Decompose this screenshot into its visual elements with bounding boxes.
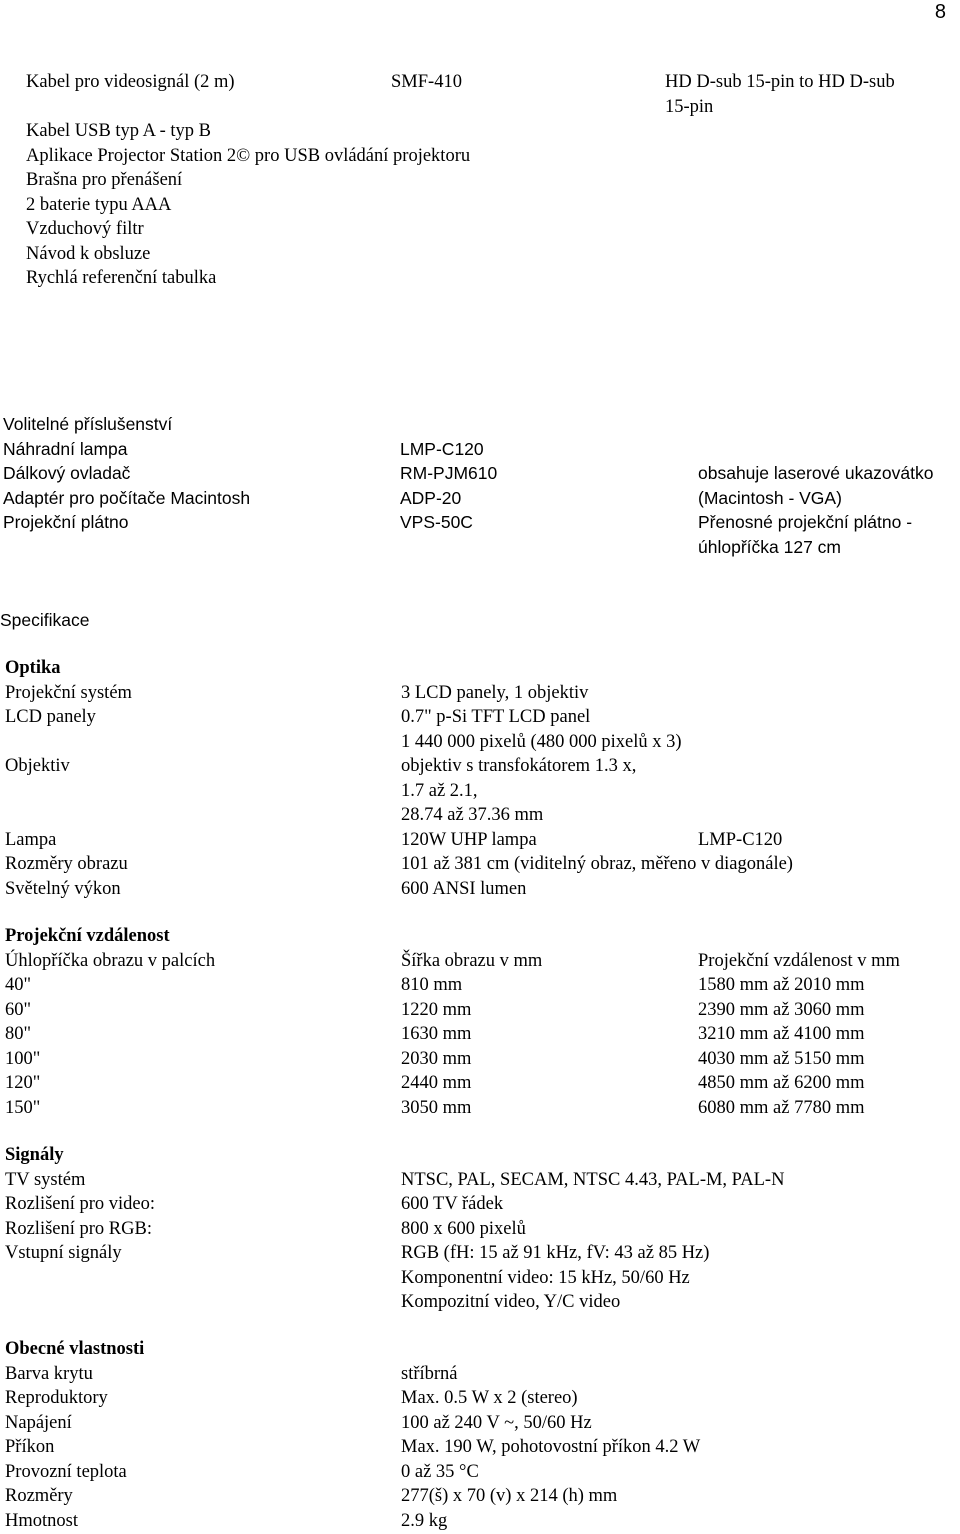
- accessory-note: (Macintosh - VGA): [698, 487, 842, 508]
- optics-section: [5, 656, 955, 901]
- general-value: Max. 0.5 W x 2 (stereo): [401, 1388, 578, 1408]
- general-row: [5, 1362, 955, 1387]
- signals-row: [5, 1266, 955, 1291]
- distance-range: 2390 mm až 3060 mm: [698, 999, 865, 1020]
- accessories-table: [3, 437, 958, 560]
- optics-value: 600 ANSI lumen: [401, 878, 527, 899]
- general-title: Obecné vlastnosti: [5, 1339, 145, 1359]
- distance-title: Projekční vzdálenost: [5, 926, 170, 946]
- signals-label: TV systém: [5, 1169, 86, 1190]
- distance-width: 1220 mm: [401, 999, 472, 1020]
- general-value: 277(š) x 70 (v) x 214 (h) mm: [401, 1486, 618, 1506]
- distance-range: 4030 mm až 5150 mm: [698, 1048, 865, 1069]
- distance-range: 1580 mm až 2010 mm: [698, 975, 865, 995]
- distance-section: [5, 924, 955, 1120]
- optics-label: Objektiv: [5, 756, 70, 776]
- signals-row: [5, 1290, 955, 1315]
- distance-row: [5, 998, 955, 1023]
- accessory-note: Přenosné projekční plátno -: [698, 512, 913, 532]
- distance-width: 3050 mm: [401, 1097, 472, 1118]
- general-value: 100 až 240 V ~, 50/60 Hz: [401, 1412, 592, 1433]
- accessory-note: obsahuje laserové ukazovátko: [698, 463, 934, 483]
- accessory-row: [3, 486, 958, 511]
- spec-title: Specifikace: [0, 610, 90, 630]
- signals-row: [5, 1217, 955, 1242]
- distance-row: [5, 1071, 955, 1096]
- general-label: Příkon: [5, 1437, 55, 1457]
- optics-value: 120W UHP lampa: [401, 829, 537, 850]
- distance-width: 2440 mm: [401, 1073, 472, 1093]
- optics-table: [5, 681, 955, 902]
- distance-row: [5, 1022, 955, 1047]
- package-item: Kabel USB typ A - typ B: [26, 121, 212, 141]
- distance-header-width: Šířka obrazu v mm: [401, 950, 543, 971]
- optics-row: [5, 730, 955, 755]
- signals-row: [5, 1192, 955, 1217]
- general-label: Provozní teplota: [5, 1461, 127, 1482]
- general-value: 2.9 kg: [401, 1510, 448, 1531]
- general-label: Hmotnost: [5, 1510, 78, 1531]
- distance-diagonal: 120": [5, 1073, 41, 1093]
- optics-value: 3 LCD panely, 1 objektiv: [401, 682, 589, 703]
- package-item-list: [26, 119, 946, 291]
- package-contents: [26, 70, 946, 291]
- optics-value: 101 až 381 cm (viditelný obraz, měřeno v diagonále): [401, 854, 793, 874]
- general-row: [5, 1386, 955, 1411]
- accessory-row: [3, 510, 958, 535]
- accessory-row: [3, 535, 958, 560]
- distance-header-row: [5, 949, 955, 974]
- optics-row: [5, 681, 955, 706]
- signals-value: Kompozitní video, Y/C video: [401, 1292, 621, 1312]
- optics-label: LCD panely: [5, 707, 96, 727]
- accessory-model: VPS-50C: [400, 512, 473, 532]
- optics-row: [5, 705, 955, 730]
- accessories-title: Volitelné příslušenství: [3, 414, 173, 434]
- distance-diagonal: 100": [5, 1048, 41, 1069]
- cable-name: Kabel pro videosignál (2 m): [26, 72, 235, 92]
- distance-range: 4850 mm až 6200 mm: [698, 1073, 865, 1093]
- optics-row: [5, 852, 955, 877]
- general-row: [5, 1460, 955, 1485]
- optics-row: [5, 754, 955, 779]
- distance-diagonal: 80": [5, 1024, 32, 1044]
- distance-header-diagonal: Úhlopříčka obrazu v palcích: [5, 950, 216, 971]
- general-value: 0 až 35 °C: [401, 1461, 479, 1482]
- distance-row: [5, 973, 955, 998]
- general-section: [5, 1337, 955, 1533]
- distance-row: [5, 1096, 955, 1121]
- signals-label: Rozlišení pro video:: [5, 1194, 156, 1214]
- general-label: Reproduktory: [5, 1388, 108, 1408]
- signals-title: Signály: [5, 1145, 64, 1165]
- optics-label: Projekční systém: [5, 682, 132, 703]
- accessory-name: Adaptér pro počítače Macintosh: [3, 487, 251, 508]
- distance-range: 6080 mm až 7780 mm: [698, 1097, 865, 1118]
- distance-range: 3210 mm až 4100 mm: [698, 1024, 865, 1044]
- general-table: [5, 1362, 955, 1534]
- general-row: [5, 1411, 955, 1436]
- optics-value: objektiv s transfokátorem 1.3 x,: [401, 756, 637, 776]
- accessory-row: [3, 461, 958, 486]
- package-item: Rychlá referenční tabulka: [26, 268, 217, 288]
- signals-row: [5, 1168, 955, 1193]
- accessory-name: Náhradní lampa: [3, 438, 128, 459]
- general-row: [5, 1484, 955, 1509]
- distance-row: [5, 1047, 955, 1072]
- signals-row: [5, 1241, 955, 1266]
- distance-width: 1630 mm: [401, 1024, 472, 1044]
- signals-value: RGB (fH: 15 až 91 kHz, fV: 43 až 85 Hz): [401, 1243, 710, 1263]
- general-row: [5, 1435, 955, 1460]
- page-number: 8: [934, 1, 946, 23]
- distance-width: 810 mm: [401, 975, 463, 995]
- optics-title: Optika: [5, 658, 61, 678]
- optics-row: [5, 803, 955, 828]
- signals-table: [5, 1168, 955, 1315]
- accessory-name: Projekční plátno: [3, 512, 129, 532]
- signals-value: 800 x 600 pixelů: [401, 1218, 526, 1239]
- general-value: Max. 190 W, pohotovostní příkon 4.2 W: [401, 1437, 701, 1457]
- distance-diagonal: 60": [5, 999, 32, 1020]
- optics-value: 1 440 000 pixelů (480 000 pixelů x 3): [401, 731, 682, 752]
- accessory-model: RM-PJM610: [400, 463, 498, 483]
- cable-model: SMF-410: [391, 72, 462, 92]
- package-item: Aplikace Projector Station 2© pro USB ovládání projektoru: [26, 145, 471, 166]
- signals-label: Vstupní signály: [5, 1243, 122, 1263]
- optics-value: 1.7 až 2.1,: [401, 780, 478, 801]
- accessory-model: ADP-20: [400, 487, 462, 508]
- package-item: 2 baterie typu AAA: [26, 194, 172, 215]
- cable-note-cont: 15-pin: [665, 96, 714, 117]
- signals-label: Rozlišení pro RGB:: [5, 1218, 152, 1239]
- cable-row: [26, 70, 946, 95]
- cable-row-cont: [26, 95, 946, 120]
- general-label: Barva krytu: [5, 1363, 93, 1384]
- signals-value: 600 TV řádek: [401, 1194, 504, 1214]
- general-row: [5, 1509, 955, 1534]
- optics-row: [5, 828, 955, 853]
- optics-row: [5, 877, 955, 902]
- optics-label: Lampa: [5, 829, 57, 850]
- signals-value: Komponentní video: 15 kHz, 50/60 Hz: [401, 1267, 690, 1288]
- accessory-name: Dálkový ovladač: [3, 463, 131, 483]
- cable-note: HD D-sub 15-pin to HD D-sub: [665, 72, 895, 92]
- optics-value: 0.7" p-Si TFT LCD panel: [401, 707, 591, 727]
- signals-value: NTSC, PAL, SECAM, NTSC 4.43, PAL-M, PAL-N: [401, 1169, 785, 1190]
- general-label: Napájení: [5, 1412, 72, 1433]
- package-item: Návod k obsluze: [26, 243, 151, 264]
- optics-label: Rozměry obrazu: [5, 854, 128, 874]
- optics-value: 28.74 až 37.36 mm: [401, 805, 544, 825]
- distance-diagonal: 150": [5, 1097, 41, 1118]
- distance-width: 2030 mm: [401, 1048, 472, 1069]
- package-item: Brašna pro přenášení: [26, 170, 183, 190]
- accessory-model: LMP-C120: [400, 438, 484, 459]
- distance-diagonal: 40": [5, 975, 32, 995]
- accessory-note: úhlopříčka 127 cm: [698, 536, 841, 557]
- accessory-row: [3, 437, 958, 462]
- general-value: stříbrná: [401, 1363, 458, 1384]
- optics-extra: LMP-C120: [698, 829, 783, 850]
- distance-header-distance: Projekční vzdálenost v mm: [698, 950, 900, 971]
- optics-row: [5, 779, 955, 804]
- package-item: Vzduchový filtr: [26, 219, 144, 239]
- optics-label: Světelný výkon: [5, 878, 121, 899]
- accessories-section: [3, 412, 958, 559]
- general-label: Rozměry: [5, 1486, 73, 1506]
- distance-table: [5, 973, 955, 1120]
- signals-section: [5, 1143, 955, 1315]
